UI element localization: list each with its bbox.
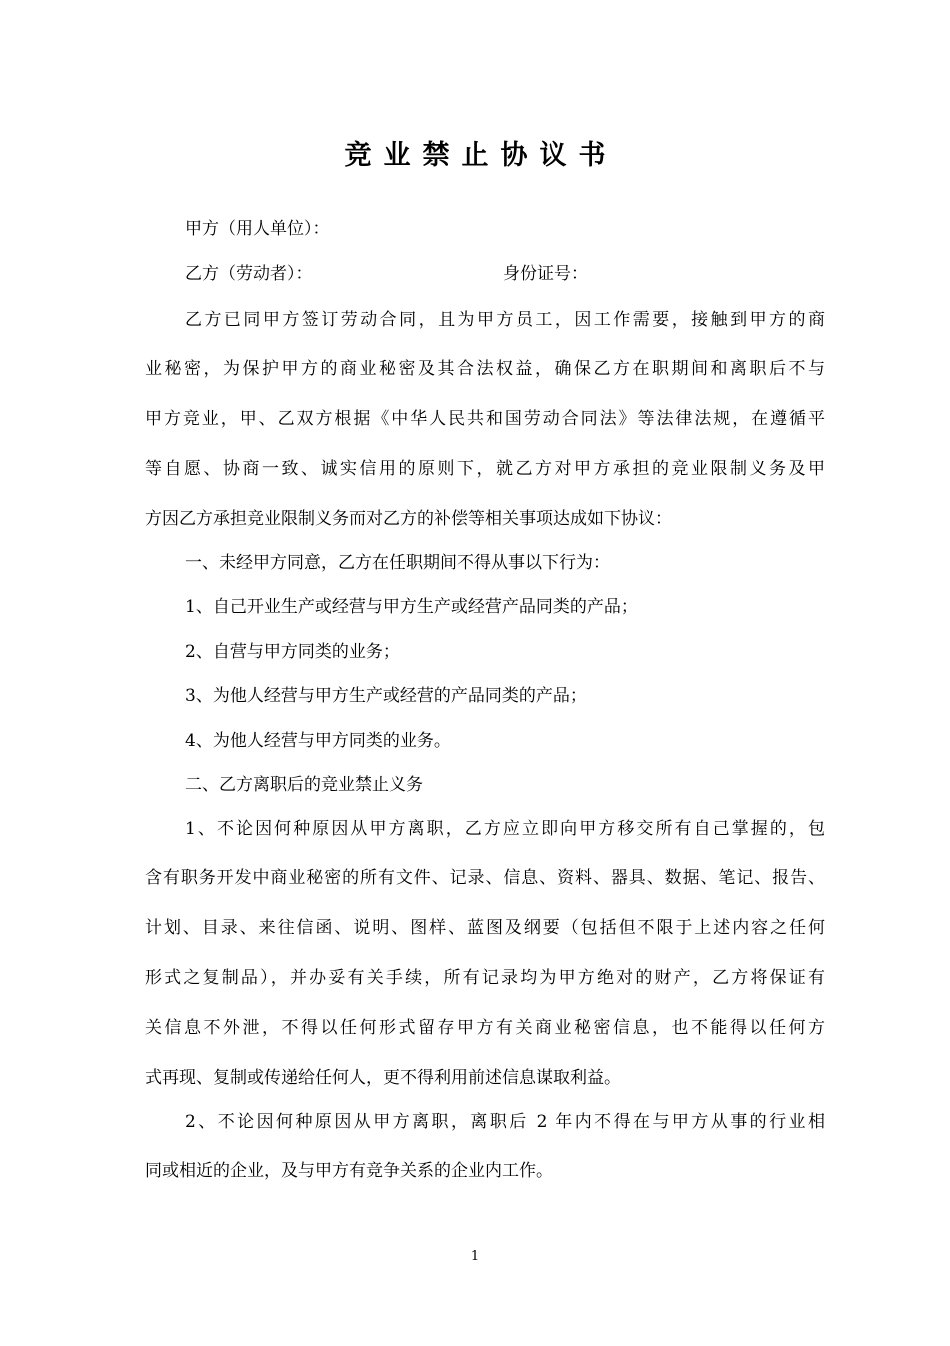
section1-item: 3、为他人经营与甲方生产或经营的产品同类的产品； [185,686,587,706]
party-a-label: 甲方（用人单位）： [185,219,330,239]
preamble-line: 乙方已同甲方签订劳动合同，且为甲方员工，因工作需要，接触到甲方的商 [185,310,825,330]
section2-item2-line: 同或相近的企业，及与甲方有竞争关系的企业内工作。 [145,1161,553,1181]
preamble-line: 等自愿、协商一致、诚实信用的原则下，就乙方对甲方承担的竞业限制义务及甲 [145,459,825,479]
section2-item1-line: 含有职务开发中商业秘密的所有文件、记录、信息、资料、器具、数据、笔记、报告、 [145,868,825,888]
section2-item1-line: 关信息不外泄，不得以任何形式留存甲方有关商业秘密信息，也不能得以任何方 [145,1018,825,1038]
section2-item1-line: 1、不论因何种原因从甲方离职，乙方应立即向甲方移交所有自己掌握的，包 [185,819,825,839]
section1-item: 1、自己开业生产或经营与甲方生产或经营产品同类的产品； [185,597,638,617]
section1-item: 2、自营与甲方同类的业务； [185,642,400,662]
preamble-line: 甲方竞业，甲、乙双方根据《中华人民共和国劳动合同法》等法律法规，在遵循平 [145,409,825,429]
party-b-label: 乙方（劳动者）： [185,264,313,284]
preamble-line: 业秘密，为保护甲方的商业秘密及其合法权益，确保乙方在职期间和离职后不与 [145,359,825,379]
section2-item2-line: 2、不论因何种原因从甲方离职，离职后 2 年内不得在与甲方从事的行业相 [185,1112,825,1132]
page-number: 1 [470,1249,480,1264]
section2-heading: 二、乙方离职后的竞业禁止义务 [185,775,423,795]
section1-item: 4、为他人经营与甲方同类的业务。 [185,731,451,751]
section2-item1-line: 计划、目录、来往信函、说明、图样、蓝图及纲要（包括但不限于上述内容之任何 [145,918,825,938]
section2-item1-line: 形式之复制品），并办妥有关手续，所有记录均为甲方绝对的财产，乙方将保证有 [145,968,825,988]
preamble-line: 方因乙方承担竞业限制义务而对乙方的补偿等相关事项达成如下协议： [145,509,672,529]
id-number-label: 身份证号： [503,264,588,284]
section1-heading: 一、未经甲方同意，乙方在任职期间不得从事以下行为： [185,553,610,573]
section2-item1-line: 式再现、复制或传递给任何人，更不得利用前述信息谋取利益。 [145,1068,621,1088]
document-title: 竞业禁止协议书 [344,140,618,171]
